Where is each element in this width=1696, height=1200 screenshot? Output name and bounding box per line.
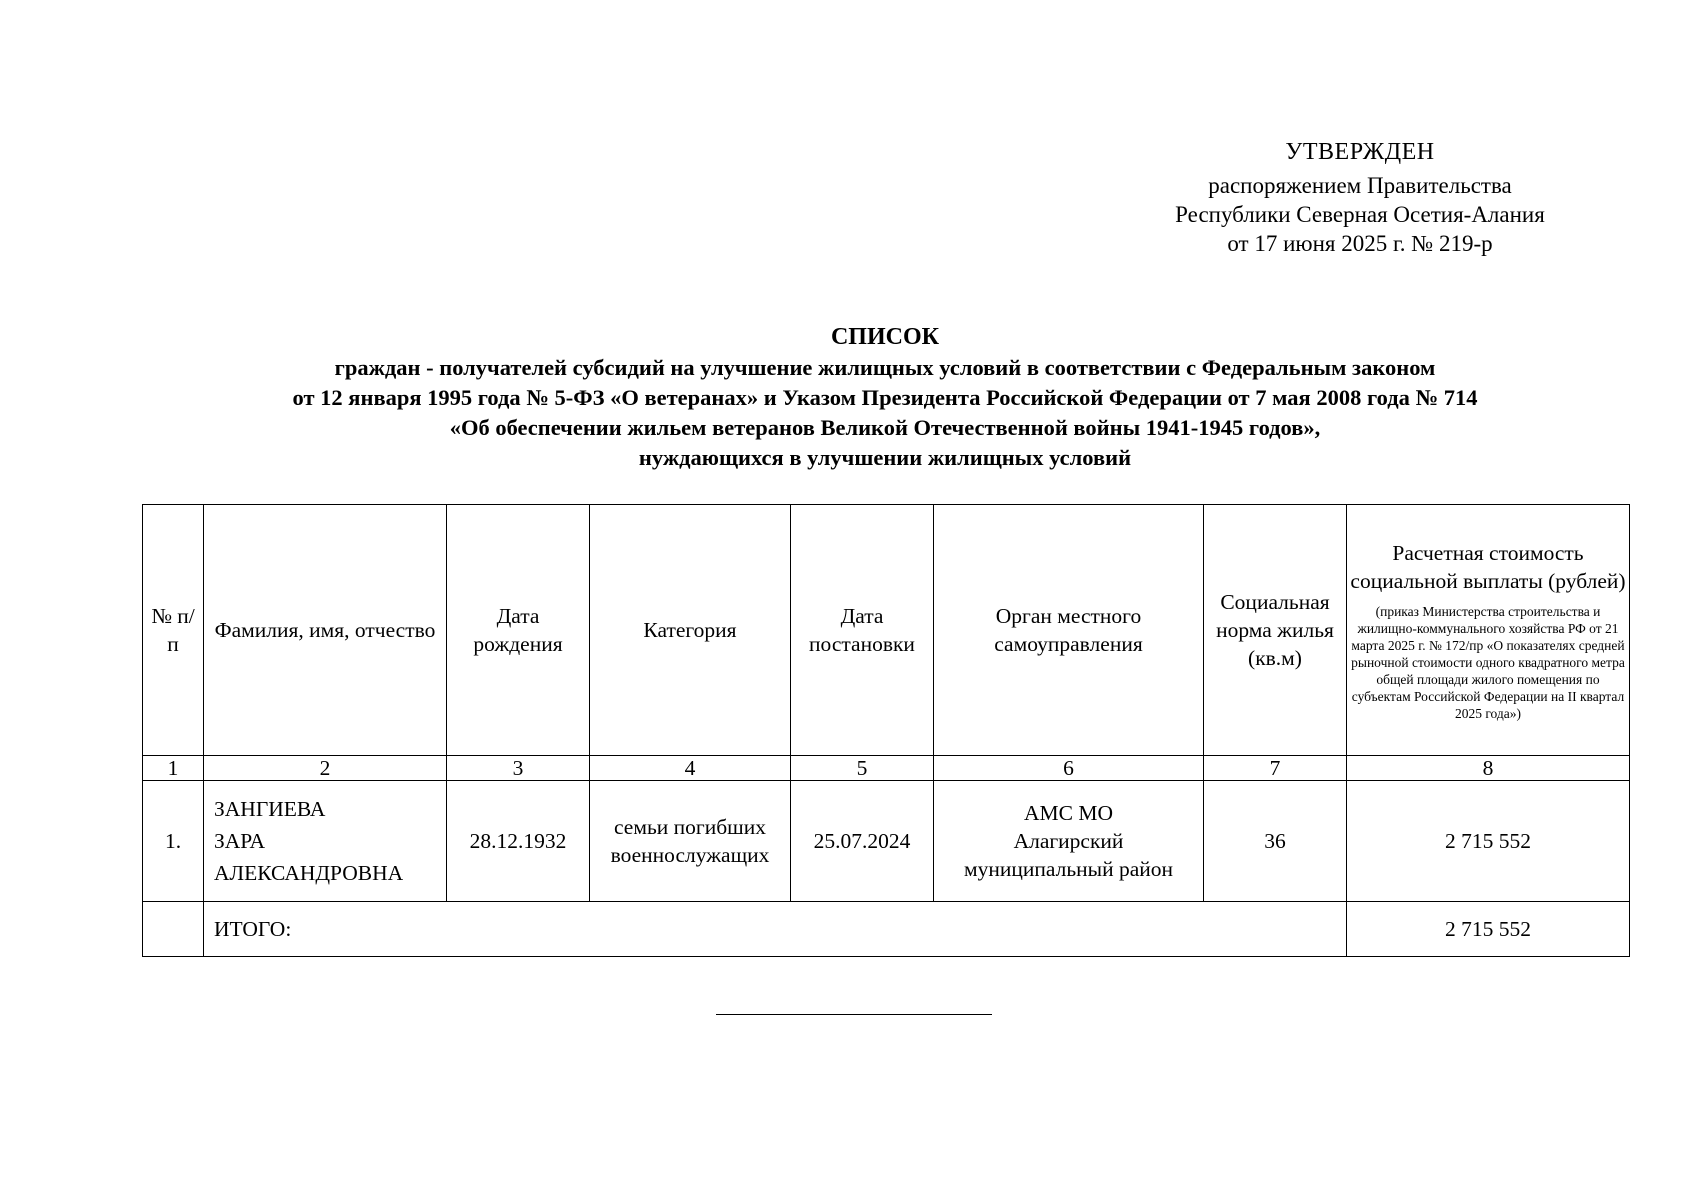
row-housing-norm: 36 <box>1204 781 1347 902</box>
header-cost <box>1347 505 1630 756</box>
row-authority <box>934 781 1204 902</box>
document-title <box>140 322 1630 473</box>
column-number: 2 <box>204 756 447 781</box>
header-cost-label: Расчетная стоимость социальной выплаты (рублей) <box>1350 540 1626 593</box>
header-birth-date: Дата рождения <box>447 505 590 756</box>
table-header-row <box>143 505 1630 756</box>
title-line-2: от 12 января 1995 года № 5-ФЗ «О ветеранах» и Указом Президента Российской Федерации от 7 мая 2008 года № 714 <box>292 385 1478 410</box>
approved-label: УТВЕРЖДЕН <box>1285 139 1435 165</box>
row-full-name <box>204 781 447 902</box>
row-birth-date: 28.12.1932 <box>447 781 590 902</box>
column-numbers-row <box>143 756 1630 781</box>
approval-line-1: распоряжением Правительства <box>1208 173 1512 198</box>
header-name: Фамилия, имя, отчество <box>204 505 447 756</box>
approval-line-2: Республики Северная Осетия-Алания <box>1175 202 1545 227</box>
row-registration-date: 25.07.2024 <box>791 781 934 902</box>
column-number: 5 <box>791 756 934 781</box>
header-category: Категория <box>590 505 791 756</box>
column-number: 7 <box>1204 756 1347 781</box>
column-number: 6 <box>934 756 1204 781</box>
total-value: 2 715 552 <box>1347 902 1630 957</box>
column-number: 8 <box>1347 756 1630 781</box>
column-number: 4 <box>590 756 791 781</box>
row-first-name: ЗАРА <box>214 829 266 853</box>
title-line-3: «Об обеспечении жильем ветеранов Великой Отечественной войны 1941-1945 годов», <box>449 415 1321 440</box>
title-line-4: нуждающихся в улучшении жилищных условий <box>638 445 1132 470</box>
row-surname: ЗАНГИЕВА <box>214 797 326 821</box>
approval-stamp <box>1120 138 1600 258</box>
total-row <box>143 902 1630 957</box>
row-authority-line-1: АМС МО <box>1023 801 1113 825</box>
column-number: 3 <box>447 756 590 781</box>
row-category: семьи погибших военнослужащих <box>590 781 791 902</box>
recipients-table <box>142 504 1630 957</box>
row-num: 1. <box>143 781 204 902</box>
row-patronymic: АЛЕКСАНДРОВНА <box>214 861 404 885</box>
total-label: ИТОГО: <box>204 902 1347 957</box>
total-empty-cell <box>143 902 204 957</box>
header-registration-date: Дата постановки <box>791 505 934 756</box>
title-heading: СПИСОК <box>830 324 940 350</box>
row-authority-line-2: Алагирский <box>1013 829 1124 853</box>
row-cost: 2 715 552 <box>1347 781 1630 902</box>
header-cost-note: (приказ Министерства строительства и жилищно-коммунального хозяйства РФ от 21 марта 2025 г. № 172/пр «О показателях средней рыночной стоимости одного квадратного метра общей площади жилого помещения по субъектам Российской Федерации на II квартал 2025 года») <box>1351 603 1625 721</box>
column-number: 1 <box>143 756 204 781</box>
header-authority: Орган местного самоуправления <box>934 505 1204 756</box>
title-line-1: граждан - получателей субсидий на улучшение жилищных условий в соответствии с Федеральным законом <box>334 355 1436 380</box>
approval-line-3: от 17 июня 2025 г. № 219-р <box>1227 231 1493 256</box>
header-housing-norm: Социальная норма жилья (кв.м) <box>1204 505 1347 756</box>
header-num: № п/п <box>143 505 204 756</box>
row-authority-line-3: муниципальный район <box>963 857 1174 881</box>
table-row <box>143 781 1630 902</box>
closing-separator-line <box>716 1014 992 1015</box>
